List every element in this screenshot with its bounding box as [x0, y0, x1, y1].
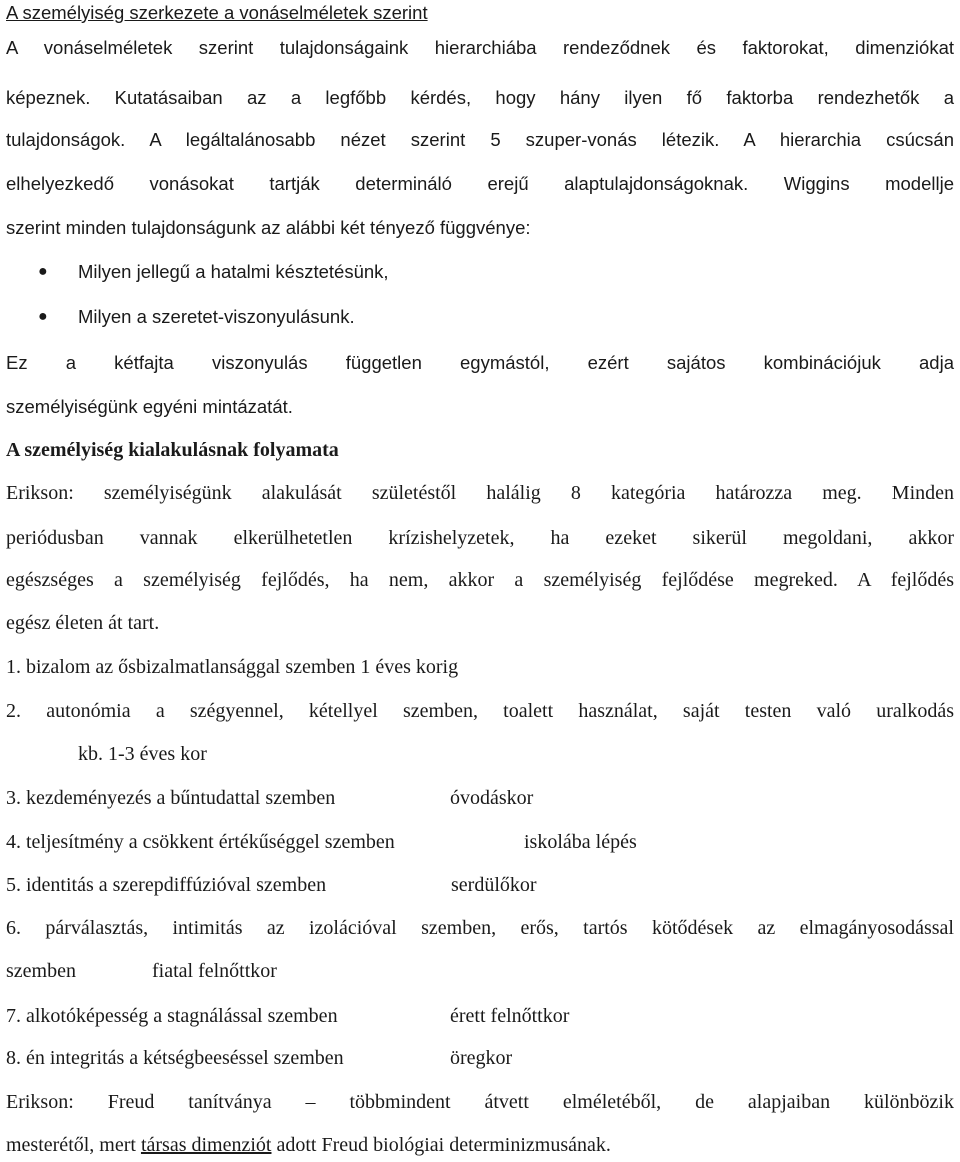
underlined-term: társas dimenziót: [140, 1134, 272, 1156]
stage-item: 2. autonómia a szégyennel, kétellyel szemben, toalett használat, saját testen való uralkodás: [6, 700, 954, 722]
stage-item: 4. teljesítmény a csökkent értékűséggel szemben: [6, 831, 395, 853]
paragraph-line: Erikson: személyiségünk alakulását születéstől halálig 8 kategória határozza meg. Minden: [6, 482, 954, 504]
text-run: mesterétől, mert: [6, 1134, 141, 1156]
paragraph-line: [6, 1132, 611, 1158]
text-run: adott Freud biológiai determinizmusának.: [271, 1134, 611, 1156]
stage-age: iskolába lépés: [524, 831, 637, 853]
paragraph-line: szerint minden tulajdonságunk az alábbi két tényező függvénye:: [6, 217, 531, 238]
stage-age: fiatal felnőttkor: [152, 960, 277, 982]
stage-item: 6. párválasztás, intimitás az izolációval szemben, erős, tartós kötődések az elmagányosodással: [6, 917, 954, 939]
paragraph-line: A vonáselméletek szerint tulajdonságaink hierarchiába rendeződnek és faktorokat, dimenziókat: [6, 37, 954, 58]
paragraph-line: személyiségünk egyéni mintázatát.: [6, 396, 293, 417]
paragraph-line: elhelyezkedő vonásokat tartják determináló erejű alaptulajdonságoknak. Wiggins modellje: [6, 173, 954, 194]
stage-age: érett felnőttkor: [450, 1005, 570, 1027]
paragraph-line: képeznek. Kutatásaiban az a legfőbb kérdés, hogy hány ilyen fő faktorba rendezhetők a: [6, 87, 954, 108]
list-item: Milyen jellegű a hatalmi késztetésünk,: [78, 261, 389, 282]
stage-item: szemben: [6, 960, 76, 982]
bullet-icon: ●: [38, 263, 48, 280]
stage-item: 5. identitás a szerepdiffúzióval szemben: [6, 874, 327, 896]
paragraph-line: Erikson: Freud tanítványa – többmindent átvett elméletéből, de alapjaiban különbözik: [6, 1091, 954, 1113]
stage-age: öregkor: [450, 1047, 513, 1069]
paragraph-line: egészséges a személyiség fejlődés, ha nem, akkor a személyiség fejlődése megreked. A fejlődés: [6, 569, 954, 591]
stage-item: 8. én integritás a kétségbeeséssel szemben: [6, 1047, 344, 1069]
stage-age: kb. 1-3 éves kor: [78, 743, 207, 765]
stage-age: serdülőkor: [451, 874, 537, 896]
list-item: Milyen a szeretet-viszonyulásunk.: [78, 306, 355, 327]
paragraph-line: Ez a kétfajta viszonyulás független egymástól, ezért sajátos kombinációjuk adja: [6, 352, 954, 373]
paragraph-line: periódusban vannak elkerülhetetlen krízishelyzetek, ha ezeket sikerül megoldani, akkor: [6, 527, 954, 549]
stage-item: 7. alkotóképesség a stagnálással szemben: [6, 1005, 338, 1027]
stage-age: óvodáskor: [450, 787, 534, 809]
stage-item: 3. kezdeményezés a bűntudattal szemben: [6, 787, 336, 809]
paragraph-line: tulajdonságok. A legáltalánosabb nézet szerint 5 szuper-vonás létezik. A hierarchia csúcsán: [6, 129, 954, 150]
bullet-icon: ●: [38, 308, 48, 325]
paragraph-line: egész életen át tart.: [6, 612, 160, 634]
section-title-trait-theories: A személyiség szerkezete a vonáselméletek szerint: [6, 2, 428, 23]
section-title-development: A személyiség kialakulásnak folyamata: [6, 439, 339, 461]
stage-item: 1. bizalom az ősbizalmatlansággal szemben 1 éves korig: [6, 656, 459, 678]
